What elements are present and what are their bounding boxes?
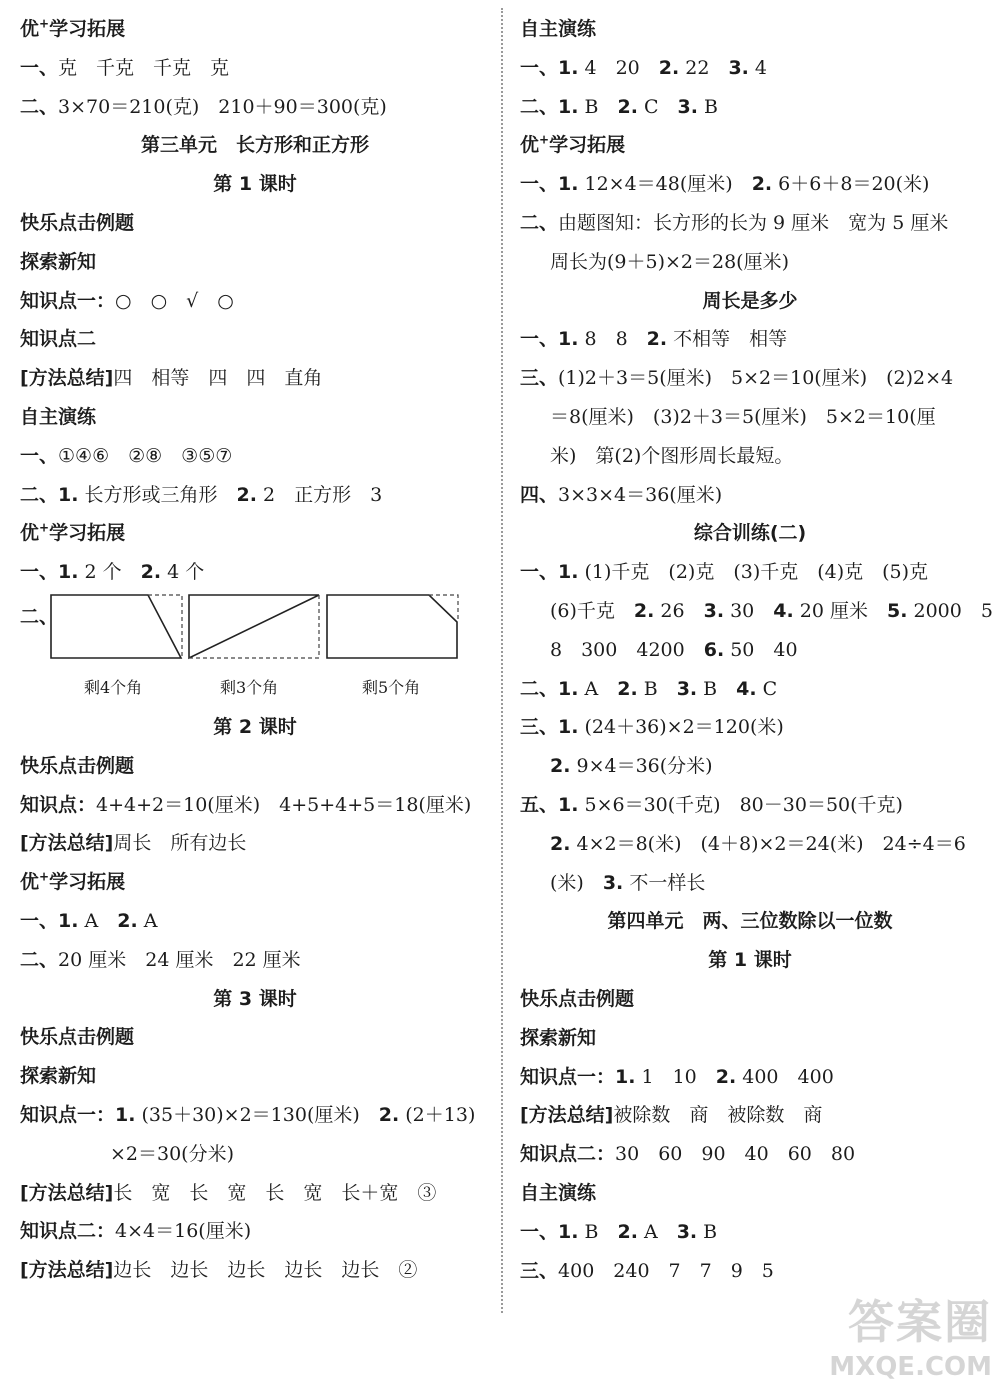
section-heading: 探索新知 [520, 1026, 597, 1049]
cut-rectangle-figure-1 [50, 594, 184, 660]
watermark-text: 答案圈 [848, 1295, 992, 1349]
lesson-title: 第 1 课时 [708, 949, 792, 972]
right-column [520, 10, 993, 1290]
cut-rectangle-figure-3 [326, 594, 460, 660]
answer-line-continued: 2. 9×4＝36(分米) [550, 755, 713, 778]
answer-line: [方法总结]周长 所有边长 [20, 832, 247, 855]
answer-line: [方法总结]四 相等 四 四 直角 [20, 367, 323, 390]
cut-rectangle-figure-2 [188, 594, 322, 660]
answer-line: 知识点二：30 60 90 40 60 80 [520, 1143, 856, 1166]
section-heading: 探索新知 [20, 250, 97, 273]
answer-line: 知识点一：1. (35＋30)×2＝130(厘米) 2. (2＋13) [20, 1103, 476, 1126]
figure-caption: 剩5个角 [362, 677, 421, 697]
section-heading: 优+学习拓展 [20, 869, 126, 894]
left-column [20, 10, 490, 1290]
answer-line-continued: (米) 3. 不一样长 [550, 871, 706, 894]
answer-line: 五、1. 5×6＝30(千克) 80－30＝50(千克) [520, 793, 903, 816]
answer-line: 知识点：4+4+2＝10(厘米) 4+5+4+5＝18(厘米) [20, 793, 472, 816]
caption-row [20, 670, 490, 708]
answer-line: [方法总结]边长 边长 边长 边长 边长 ② [20, 1259, 418, 1282]
section-heading: 自主演练 [20, 405, 97, 428]
answer-line-continued: 8 300 4200 6. 50 40 [550, 638, 798, 661]
answer-line-continued: ＝8(厘米) (3)2＋3＝5(厘米) 5×2＝10(厘 [550, 405, 936, 428]
answer-line: 一、①④⑥ ②⑧ ③⑤⑦ [20, 444, 233, 467]
answer-line: [方法总结]长 宽 长 宽 长 宽 长＋宽 ③ [20, 1181, 437, 1204]
unit-title: 第三单元 长方形和正方形 [140, 134, 369, 157]
answer-line: 一、克 千克 千克 克 [20, 56, 230, 79]
answer-line: 三、1. (24＋36)×2＝120(米) [520, 716, 784, 739]
figure-caption: 剩3个角 [220, 677, 279, 697]
answer-line-continued: (6)千克 2. 26 3. 30 4. 20 厘米 5. 2000 5 [550, 599, 993, 622]
lesson-title: 第 3 课时 [213, 987, 297, 1010]
answer-line: 知识点一：○ ○ √ ○ [20, 289, 234, 312]
unit-title: 第四单元 两、三位数除以一位数 [607, 910, 893, 933]
answer-line: 一、1. 12×4＝48(厘米) 2. 6＋6＋8＝20(米) [520, 173, 930, 196]
answer-line-continued: 周长为(9＋5)×2＝28(厘米) [550, 250, 790, 273]
answer-line: [方法总结]被除数 商 被除数 商 [520, 1104, 823, 1127]
answer-line: 二、由题图知：长方形的长为 9 厘米 宽为 5 厘米 [520, 211, 949, 234]
section-heading: 快乐点击例题 [20, 211, 135, 234]
answer-line: 二、20 厘米 24 厘米 22 厘米 [20, 948, 301, 971]
answer-line: 三、400 240 7 7 9 5 [520, 1259, 774, 1282]
answer-line-continued: 2. 4×2＝8(米) (4＋8)×2＝24(米) 24÷4＝6 [550, 832, 966, 855]
figure-label: 二、 [20, 605, 59, 628]
section-heading: 自主演练 [520, 18, 597, 40]
answer-line: 知识点二：4×4＝16(厘米) [20, 1220, 252, 1243]
lesson-title: 周长是多少 [702, 289, 798, 312]
lesson-title: 第 2 课时 [213, 715, 297, 738]
answer-line: 二、3×70＝210(克) 210＋90＝300(克) [20, 95, 387, 118]
answer-line: 二、1. B 2. C 3. B [520, 95, 718, 118]
answer-line: 一、1. A 2. A [20, 909, 158, 932]
column-divider [501, 8, 503, 1313]
answer-line: 一、1. 2 个 2. 4 个 [20, 561, 205, 584]
lesson-title: 第 1 课时 [213, 173, 297, 196]
section-heading: 快乐点击例题 [520, 987, 635, 1010]
answer-line-continued: ×2＝30(分米) [110, 1142, 235, 1165]
figure-caption: 剩4个角 [84, 677, 143, 697]
answer-line-continued: 米) 第(2)个图形周长最短。 [550, 444, 794, 467]
answer-line: 一、1. 4 20 2. 22 3. 4 [520, 56, 768, 79]
answer-line: 二、1. A 2. B 3. B 4. C [520, 677, 778, 700]
section-heading: 优+学习拓展 [20, 16, 126, 40]
answer-line: 一、1. 8 8 2. 不相等 相等 [520, 328, 788, 351]
section-heading: 快乐点击例题 [20, 1026, 135, 1049]
section-heading: 探索新知 [20, 1065, 97, 1088]
lesson-title: 综合训练(二) [693, 522, 807, 545]
answer-line: 一、1. B 2. A 3. B [520, 1220, 718, 1243]
answer-line: 一、1. (1)千克 (2)克 (3)千克 (4)克 (5)克 [520, 561, 929, 584]
figure-row [20, 592, 490, 670]
watermark [829, 1286, 992, 1382]
answer-line: 三、(1)2＋3＝5(厘米) 5×2＝10(厘米) (2)2×4 [520, 367, 954, 390]
answer-line: 四、3×3×4＝36(厘米) [520, 483, 723, 506]
section-heading: 优+学习拓展 [20, 521, 126, 545]
section-heading: 知识点二 [20, 328, 97, 351]
section-heading: 自主演练 [520, 1181, 597, 1204]
section-heading: 快乐点击例题 [20, 754, 135, 777]
answer-line: 二、1. 长方形或三角形 2. 2 正方形 3 [20, 483, 383, 506]
watermark-url: MXQE.COM [829, 1352, 992, 1382]
section-heading: 优+学习拓展 [520, 133, 626, 157]
answer-line: 知识点一：1. 1 10 2. 400 400 [520, 1065, 834, 1088]
